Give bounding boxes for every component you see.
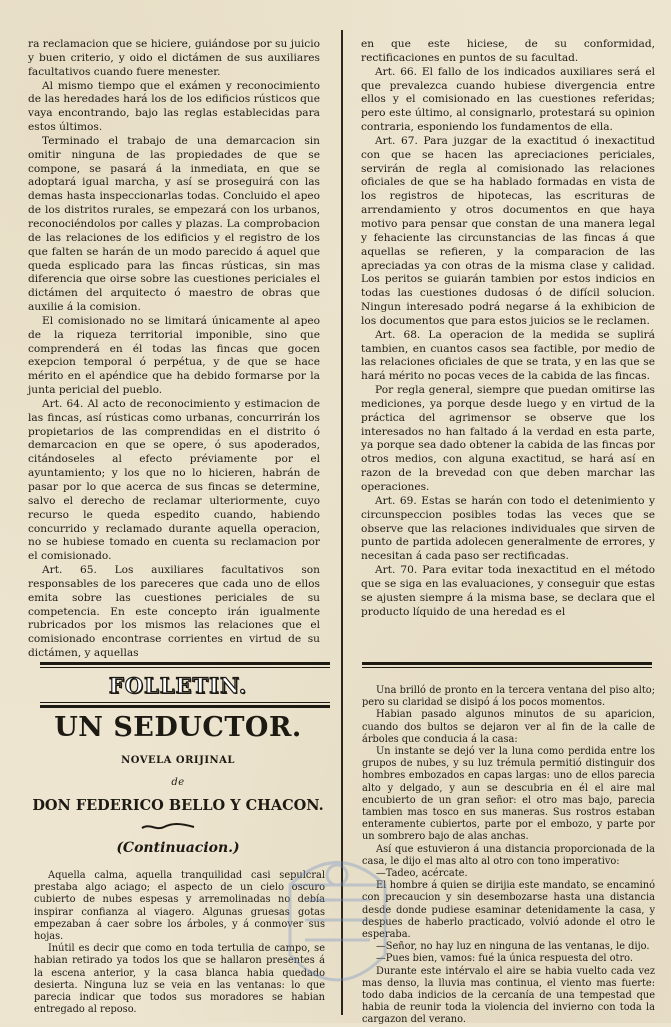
- article-64: Art. 64. Al acto de reconocimiento y estimacion de las fincas, así rústicas como urbanas, concurrirán los propietarios de las comprendidas en el distrito ó demarcacion en que se opere, ó sus apoderados, citándoseles al efecto préviamente por el ayuntamiento; y los que no lo hicieren, habrán de pasar por lo que acerca de sus fincas se determine, salvo el derecho de reclamar ulteriormente, cuyo recurso le queda espedito cuando, habiendo concurrido y reclamado durante aquella operacion, no se hubiese tomado en cuenta su reclamacion por el comisionado.: [28, 397, 320, 563]
- paragraph: Aquella calma, aquella tranquilidad casi sepulcral prestaba algo aciago; el aspecto de un cielo oscuro cubierto de nubes espesas y arremolinadas no debía inspirar confianza al viagero. Algunas gruesas gotas empezaban á caer sobre los árboles, y á conmover sus hojas.: [34, 870, 325, 943]
- paragraph: El comisionado no se limitará únicamente al apeo de la riqueza territorial imponible, sino que comprenderá en él todas las fincas que gocen exepcion temporal ó perpétua, y de que se hace mérito en el apéndice que ha debido formarse por la junta pericial del pueblo.: [28, 314, 320, 397]
- article-70: Art. 70. Para evitar toda inexactitud en el método que se siga en las evaluaciones, y conseguir que estas se ajusten siempre á la misma base, se declara que el producto líquido de una heredad es el: [361, 564, 655, 618]
- paragraph: Por regla general, siempre que puedan omitirse las mediciones, ya porque desde luego y en virtud de la práctica del agrimensor se observe que los interesados no han faltado á la verdad en esta parte, ya porque sea dado obtener la cabida de las fincas por otros medios, con alguna exactitud, se hará así en razon de la brevedad con que deben marchar las operaciones.: [361, 384, 655, 493]
- article-66: Art. 66. El fallo de los indicados auxiliares será el que prevalezca cuando hubiese divergencia entre ellos y el comisionado en las cuestiones referidas; pero este último, al consignarlo, protestará su opinion contraria, esponiendo los fundamentos de ella.: [361, 65, 655, 134]
- paragraph: —Tadeo, acércate.: [376, 868, 468, 880]
- left-column: [28, 38, 320, 661]
- novel-subtitle: NOVELA ORIJINAL: [121, 755, 235, 766]
- section-rule: [362, 662, 652, 665]
- paragraph: Durante este intérvalo el aire se habia vuelto cada vez mas denso, la lluvia mas continua, el viento mas fuerte: todo daba indicios de la cercanía de una tempestad que habia de reunir toda la violencia del invierno con toda la cargazon del verano.: [362, 965, 655, 1026]
- section-rule: [40, 702, 330, 703]
- section-rule: [40, 662, 330, 665]
- section-rule: [40, 667, 330, 668]
- paragraph: Así que estuvieron á una distancia proporcionada de la casa, le dijo el mas alto al otro con tono imperativo:: [362, 843, 655, 867]
- novel-by: de: [171, 777, 185, 788]
- article-69: Art. 69. Estas se harán con todo el detenimiento y circunspeccion posibles todas las veces que se observe que las relaciones individuales que sirven de punto de partida adolecen generalmente de errores, y necesitan á cada paso ser rectificadas.: [361, 494, 655, 563]
- paragraph: Terminado el trabajo de una demarcacion sin omitir ninguna de las propiedades de que se compone, se pasará á la inmediata, en que se adoptará igual marcha, y así se proseguirá con las demas hasta inspeccionarlas todas. Concluido el apeo de los distritos rurales, se empezará con los urbanos, reconociéndolos por calles y plazas. La comprobacion de las relaciones de los edificios y el registro de los que falten se harán de un modo parecido á aquel que queda esplicado para las fincas rústicas, sin mas diferencia que oirse sobre las cuestiones periciales el dictámen del arquitecto ó maestro de obras que auxilie á la comision.: [28, 134, 320, 314]
- paragraph: Habian pasado algunos minutos de su aparicion, cuando dos bultos se dejaron ver al fin de la calle de árboles que conducia á la casa:: [362, 709, 655, 745]
- section-rule: [362, 667, 652, 668]
- ornament-squiggle: [140, 823, 196, 831]
- library-watermark-seal: [270, 845, 405, 1005]
- article-68: Art. 68. La operacion de la medida se suplirá tambien, en cuantos casos sea factible, por medio de las relaciones oficiales de que se trata, y en las que se hará mérito no pocas veces de la cabida de las fincas.: [361, 328, 655, 383]
- continuation-label: (Continuacion.): [116, 840, 240, 856]
- right-column: [361, 38, 655, 619]
- paragraph: El hombre á quien se dirijia este mandato, se encaminó con precaucion y sin desembozarse hasta una distancia desde donde pudiese esaminar detenidamente la casa, y despues de haberlo practicado, volvió adonde el otro le esperaba.: [362, 880, 655, 941]
- paragraph: ra reclamacion que se hiciere, guiándose por su juicio y buen criterio, y oido el dictámen de sus auxiliares facultativos cuando fuere menester.: [28, 38, 320, 78]
- novel-title: UN SEDUCTOR.: [54, 712, 302, 743]
- novel-text-right: [362, 685, 655, 1027]
- paragraph: en que este hiciese, de su conformidad, rectificaciones en puntos de su facultad.: [361, 38, 655, 64]
- paragraph: —Señor, no hay luz en ninguna de las ventanas, le dijo.: [376, 941, 650, 953]
- folletin-heading: FOLLETIN.: [108, 673, 248, 698]
- paragraph: —Pues bien, vamos: fué la única respuesta del otro.: [376, 953, 633, 965]
- article-67: Art. 67. Para juzgar de la exactitud ó inexactitud con que se hacen las apreciaciones periciales, servirán de regla al comisionado las relaciones oficiales de que se ha hablado formadas en vista de los registros de hipotecas, las escrituras de arrendamiento y otros documentos en que haya motivo para pensar que constan de una manera legal y fehaciente las circunstancias de las fincas á que aquellas se refieren, y la comparacion de las apreciadas ya con otras de la misma clase y calidad. Los peritos se guiarán tambien por estos indicios en todas las cuestiones dudosas ó de difícil solucion. Ningun interesado podrá negarse á la exhibicion de los documentos que para estos juicios se le reclamen.: [361, 134, 655, 327]
- paragraph: Una brilló de pronto en la tercera ventana del piso alto; pero su claridad se disipó á los pocos momentos.: [362, 685, 655, 709]
- paragraph: Inútil es decir que como en toda tertulia de campo, se habian retirado ya todos los que se hallaron presentes á la escena anterior, y la casa blanca habia quedado desierta. Ninguna luz se veia en las ventanas: lo que parecia indicar que todos sus moradores se habian entregado al reposo.: [34, 943, 325, 1016]
- novel-author: DON FEDERICO BELLO Y CHACON.: [32, 797, 324, 814]
- article-65: Art. 65. Los auxiliares facultativos son responsables de los pareceres que cada uno de ellos emita sobre las cuestiones periciales de su competencia. En este concepto irán igualmente rubricados por los mismos las relaciones que el comisionado encontrase corrientes en virtud de su dictámen, y aquellas: [28, 564, 320, 660]
- paragraph: Al mismo tiempo que el exámen y reconocimiento de las heredades hará los de los edificios rústicos que vaya encontrando, bajo las reglas establecidas para estos últimos.: [28, 79, 320, 134]
- section-rule: [40, 705, 330, 708]
- paragraph: Un instante se dejó ver la luna como perdida entre los grupos de nubes, y su luz trémula permitió distinguir dos hombres embozados en capas largas: uno de ellos parecia alto y delgado, y aun se descubria en él el aire mal encubierto de un gran señor: el otro mas bajo, parecia tambien mas tosco en sus maneras. Sus rostros estaban enteramente cubiertos, parte por el embozo, y parte por un sombrero bajo de alas anchas.: [362, 746, 655, 843]
